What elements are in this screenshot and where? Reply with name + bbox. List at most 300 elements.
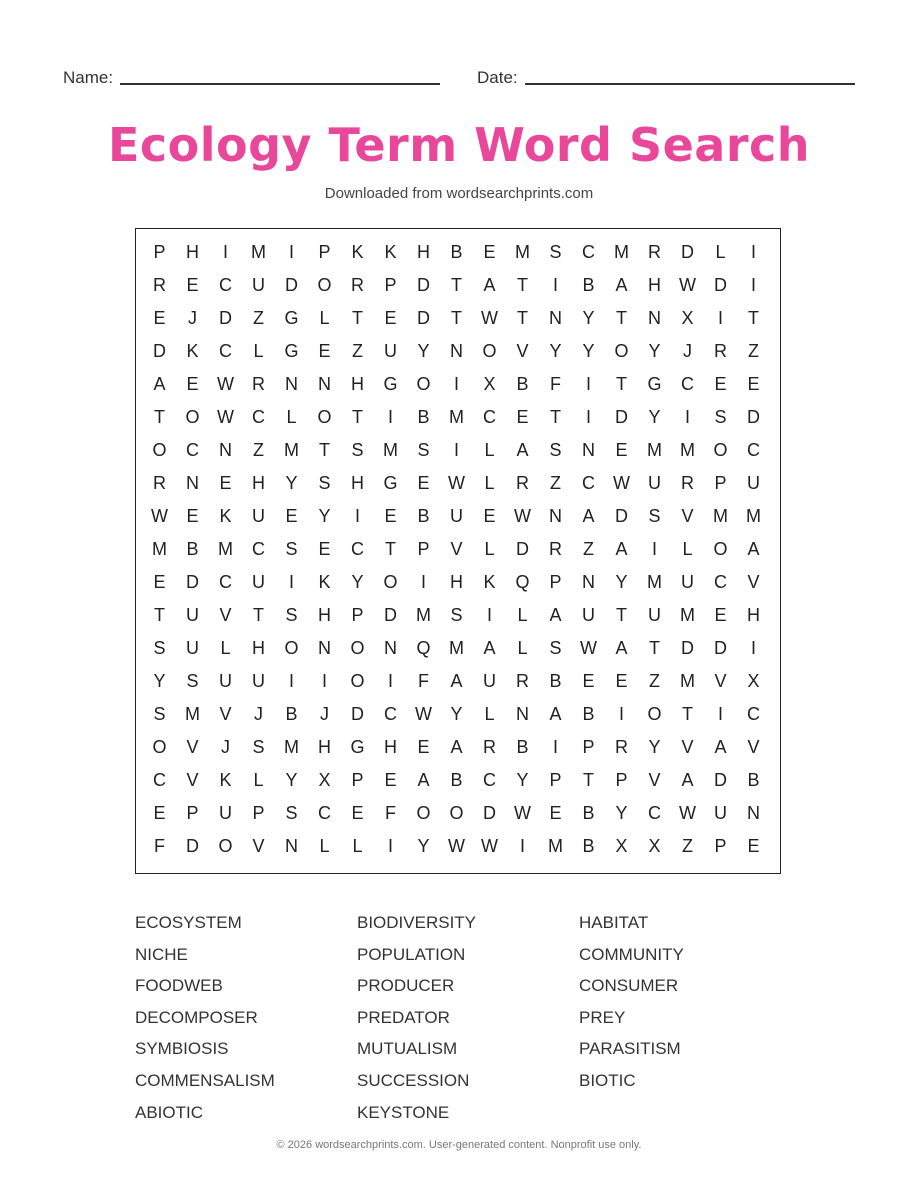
grid-letter: S xyxy=(648,506,661,526)
grid-letter: P xyxy=(186,803,199,823)
grid-letter: M xyxy=(449,407,464,427)
grid-letter: I xyxy=(453,374,459,394)
word-list-item: DECOMPOSER xyxy=(135,1007,258,1027)
grid-letter: Y xyxy=(285,770,298,790)
grid-letter: E xyxy=(384,308,397,328)
grid-letter: A xyxy=(516,440,529,460)
word-list-item: COMMENSALISM xyxy=(135,1070,275,1090)
grid-letter: Z xyxy=(253,308,264,328)
grid-letter: Z xyxy=(748,341,759,361)
grid-letter: B xyxy=(747,770,760,790)
name-date-header xyxy=(63,66,855,90)
grid-letter: A xyxy=(615,275,628,295)
grid-letter: C xyxy=(219,275,232,295)
grid-letter: P xyxy=(318,242,331,262)
grid-letter: P xyxy=(252,803,265,823)
grid-letter: L xyxy=(253,770,264,790)
grid-letter: E xyxy=(318,539,331,559)
grid-letter: P xyxy=(714,473,727,493)
grid-letter: W xyxy=(448,473,465,493)
grid-letter: S xyxy=(252,737,265,757)
grid-letter: B xyxy=(186,539,199,559)
grid-letter: R xyxy=(351,275,364,295)
grid-letter: C xyxy=(483,407,496,427)
grid-letter: V xyxy=(219,605,232,625)
grid-letter: O xyxy=(713,539,728,559)
grid-letter: E xyxy=(285,506,298,526)
grid-letter: O xyxy=(284,638,299,658)
grid-letter: D xyxy=(516,539,529,559)
word-list-item: PREDATOR xyxy=(357,1007,450,1027)
grid-letter: E xyxy=(747,374,760,394)
grid-letter: G xyxy=(284,308,299,328)
grid-letter: I xyxy=(651,539,657,559)
grid-letter: W xyxy=(679,803,696,823)
grid-letter: W xyxy=(217,407,234,427)
grid-letter: J xyxy=(254,704,263,724)
grid-letter: K xyxy=(384,242,397,262)
grid-letter: J xyxy=(683,341,692,361)
grid-letter: D xyxy=(483,803,496,823)
grid-letter: L xyxy=(715,242,726,262)
grid-letter: U xyxy=(219,671,232,691)
date-field-line xyxy=(525,83,855,85)
word-list-item: KEYSTONE xyxy=(357,1102,450,1122)
grid-letter: N xyxy=(186,473,199,493)
grid-letter: E xyxy=(582,671,595,691)
grid-letter: A xyxy=(483,275,496,295)
grid-letter: H xyxy=(318,605,331,625)
grid-letter: D xyxy=(681,242,694,262)
grid-letter: I xyxy=(288,572,294,592)
grid-letter: M xyxy=(449,638,464,658)
grid-letter: L xyxy=(484,704,495,724)
grid-letter: B xyxy=(582,275,595,295)
grid-letter: D xyxy=(417,275,430,295)
grid-letter: F xyxy=(418,671,429,691)
grid-letter: R xyxy=(516,473,529,493)
grid-letter: R xyxy=(549,539,562,559)
word-list-item: PRODUCER xyxy=(357,976,455,996)
grid-letter: I xyxy=(387,407,393,427)
grid-letter: O xyxy=(647,704,662,724)
grid-letter: Y xyxy=(615,803,628,823)
grid-letter: T xyxy=(616,605,627,625)
grid-letter: D xyxy=(681,638,694,658)
grid-letter: Y xyxy=(516,770,529,790)
word-list-item: BIOTIC xyxy=(579,1070,636,1090)
grid-letter: P xyxy=(417,539,430,559)
grid-letter: O xyxy=(317,407,332,427)
grid-letter: U xyxy=(186,638,199,658)
grid-letter: H xyxy=(318,737,331,757)
grid-letter: O xyxy=(350,671,365,691)
grid-letter: C xyxy=(252,539,265,559)
grid-letter: O xyxy=(614,341,629,361)
grid-letter: B xyxy=(582,803,595,823)
grid-letter: J xyxy=(188,308,197,328)
grid-letter: A xyxy=(582,506,595,526)
grid-letter: P xyxy=(582,737,595,757)
grid-letter: N xyxy=(384,638,397,658)
grid-letter: O xyxy=(152,737,167,757)
grid-letter: L xyxy=(319,836,330,856)
grid-letter: I xyxy=(717,308,723,328)
grid-letter: G xyxy=(647,374,662,394)
grid-letter: A xyxy=(615,539,628,559)
grid-letter: Y xyxy=(648,407,661,427)
grid-letter: A xyxy=(549,704,562,724)
grid-letter: C xyxy=(582,242,595,262)
grid-letter: T xyxy=(253,605,264,625)
grid-letter: A xyxy=(417,770,430,790)
grid-letter: M xyxy=(680,671,695,691)
grid-letter: D xyxy=(219,308,232,328)
grid-letter: A xyxy=(615,638,628,658)
grid-letter: S xyxy=(285,605,298,625)
grid-letter: I xyxy=(552,275,558,295)
grid-letter: C xyxy=(648,803,661,823)
grid-letter: V xyxy=(681,737,694,757)
grid-letter: E xyxy=(384,506,397,526)
grid-letter: B xyxy=(450,770,463,790)
grid-letter: M xyxy=(251,242,266,262)
grid-letter: I xyxy=(288,242,294,262)
grid-letter: W xyxy=(613,473,630,493)
grid-letter: D xyxy=(714,638,727,658)
grid-letter: A xyxy=(153,374,166,394)
page-subtitle: Downloaded from wordsearchprints.com xyxy=(324,185,594,202)
grid-letter: N xyxy=(285,374,298,394)
grid-letter: V xyxy=(714,671,727,691)
grid-letter: V xyxy=(252,836,265,856)
grid-letter: E xyxy=(153,572,166,592)
grid-letter: F xyxy=(154,836,165,856)
grid-letter: I xyxy=(750,638,756,658)
grid-letter: R xyxy=(648,242,661,262)
grid-letter: T xyxy=(550,407,561,427)
grid-letter: L xyxy=(253,341,264,361)
grid-letter: Z xyxy=(649,671,660,691)
grid-letter: H xyxy=(252,638,265,658)
grid-letter: X xyxy=(681,308,694,328)
grid-letter: P xyxy=(384,275,397,295)
grid-letter: B xyxy=(417,506,430,526)
grid-letter: H xyxy=(747,605,760,625)
grid-letter: N xyxy=(285,836,298,856)
grid-letter: T xyxy=(649,638,660,658)
grid-letter: V xyxy=(186,770,199,790)
grid-letter: N xyxy=(549,308,562,328)
grid-letter: T xyxy=(154,407,165,427)
name-label: Name: xyxy=(63,68,114,87)
grid-letter: A xyxy=(681,770,694,790)
grid-letter: U xyxy=(582,605,595,625)
grid-letter: I xyxy=(519,836,525,856)
grid-letter: O xyxy=(416,803,431,823)
grid-letter: E xyxy=(219,473,232,493)
word-list-item: SUCCESSION xyxy=(357,1070,470,1090)
grid-letter: C xyxy=(714,572,727,592)
grid-letter: P xyxy=(615,770,628,790)
grid-letter: O xyxy=(416,374,431,394)
grid-letter: Y xyxy=(648,341,661,361)
grid-letter: W xyxy=(415,704,432,724)
grid-letter: E xyxy=(417,737,430,757)
grid-letter: S xyxy=(186,671,199,691)
grid-letter: X xyxy=(483,374,496,394)
grid-letter: G xyxy=(350,737,365,757)
grid-letter: T xyxy=(583,770,594,790)
grid-letter: B xyxy=(417,407,430,427)
grid-letter: L xyxy=(682,539,693,559)
grid-letter: M xyxy=(647,440,662,460)
grid-letter: M xyxy=(218,539,233,559)
grid-letter: W xyxy=(679,275,696,295)
grid-letter: E xyxy=(417,473,430,493)
grid-letter: B xyxy=(582,836,595,856)
grid-letter: T xyxy=(517,275,528,295)
grid-letter: C xyxy=(582,473,595,493)
grid-letter: S xyxy=(318,473,331,493)
grid-letter: C xyxy=(153,770,166,790)
word-list-item: ABIOTIC xyxy=(135,1102,204,1122)
grid-letter: F xyxy=(385,803,396,823)
grid-letter: V xyxy=(219,704,232,724)
grid-letter: T xyxy=(385,539,396,559)
grid-letter: U xyxy=(450,506,463,526)
grid-letter: I xyxy=(354,506,360,526)
grid-letter: C xyxy=(351,539,364,559)
grid-letter: H xyxy=(186,242,199,262)
grid-letter: P xyxy=(351,605,364,625)
grid-letter: Y xyxy=(153,671,166,691)
grid-letter: Z xyxy=(682,836,693,856)
grid-letter: L xyxy=(484,473,495,493)
grid-letter: T xyxy=(154,605,165,625)
grid-letter: Z xyxy=(352,341,363,361)
grid-letter: L xyxy=(220,638,231,658)
grid-letter: A xyxy=(714,737,727,757)
grid-letter: U xyxy=(648,605,661,625)
grid-letter: X xyxy=(615,836,628,856)
grid-letter: U xyxy=(252,275,265,295)
grid-letter: C xyxy=(483,770,496,790)
grid-letter: E xyxy=(516,407,529,427)
grid-letter: C xyxy=(384,704,397,724)
grid-letter: L xyxy=(484,440,495,460)
grid-letter: M xyxy=(515,242,530,262)
name-field-line xyxy=(120,83,440,85)
footer-note: © 2026 wordsearchprints.com. User-generated content. Nonprofit use only. xyxy=(276,1139,642,1151)
word-list-item: NICHE xyxy=(135,944,188,964)
grid-letter: A xyxy=(549,605,562,625)
grid-letter: R xyxy=(615,737,628,757)
grid-letter: Y xyxy=(648,737,661,757)
grid-letter: H xyxy=(417,242,430,262)
grid-letter: Z xyxy=(583,539,594,559)
grid-letter: Y xyxy=(318,506,331,526)
grid-letter: A xyxy=(450,737,463,757)
grid-letter: B xyxy=(549,671,562,691)
grid-letter: I xyxy=(717,704,723,724)
grid-letter: Y xyxy=(582,341,595,361)
grid-letter: R xyxy=(516,671,529,691)
grid-letter: O xyxy=(383,572,398,592)
grid-letter: P xyxy=(549,770,562,790)
grid-letter: D xyxy=(714,770,727,790)
grid-letter: T xyxy=(451,275,462,295)
grid-letter: E xyxy=(747,836,760,856)
grid-letter: K xyxy=(351,242,364,262)
grid-letter: Y xyxy=(351,572,364,592)
grid-letter: S xyxy=(285,803,298,823)
grid-letter: T xyxy=(319,440,330,460)
grid-letter: G xyxy=(383,374,398,394)
grid-letter: R xyxy=(153,275,166,295)
grid-letter: W xyxy=(151,506,168,526)
grid-letter: O xyxy=(218,836,233,856)
grid-letter: I xyxy=(387,836,393,856)
grid-letter: H xyxy=(351,374,364,394)
grid-letter: V xyxy=(186,737,199,757)
grid-letter: D xyxy=(186,836,199,856)
grid-letter: H xyxy=(252,473,265,493)
grid-letter: G xyxy=(284,341,299,361)
grid-letter: E xyxy=(186,506,199,526)
grid-letter: B xyxy=(285,704,298,724)
grid-letter: F xyxy=(550,374,561,394)
grid-letter: L xyxy=(517,605,528,625)
grid-letter: N xyxy=(516,704,529,724)
grid-letter: W xyxy=(481,836,498,856)
grid-letter: S xyxy=(153,704,166,724)
grid-letter: R xyxy=(252,374,265,394)
grid-letter: N xyxy=(582,572,595,592)
grid-letter: D xyxy=(351,704,364,724)
grid-letter: R xyxy=(483,737,496,757)
grid-letter: L xyxy=(484,539,495,559)
grid-letter: V xyxy=(450,539,463,559)
grid-letter: C xyxy=(186,440,199,460)
grid-letter: O xyxy=(713,440,728,460)
grid-letter: I xyxy=(222,242,228,262)
grid-letter: L xyxy=(352,836,363,856)
grid-letter: E xyxy=(615,440,628,460)
grid-letter: D xyxy=(747,407,760,427)
grid-letter: R xyxy=(153,473,166,493)
grid-letter: T xyxy=(616,308,627,328)
grid-letter: J xyxy=(221,737,230,757)
grid-letter: S xyxy=(549,242,562,262)
grid-letter: D xyxy=(615,506,628,526)
grid-letter: P xyxy=(714,836,727,856)
puzzle-grid-frame xyxy=(135,228,781,874)
grid-letter: L xyxy=(517,638,528,658)
grid-letter: A xyxy=(450,671,463,691)
grid-letter: R xyxy=(714,341,727,361)
grid-letter: T xyxy=(451,308,462,328)
letter-grid xyxy=(143,236,770,863)
grid-letter: Q xyxy=(515,572,530,592)
grid-letter: P xyxy=(549,572,562,592)
grid-letter: S xyxy=(549,638,562,658)
grid-letter: I xyxy=(288,671,294,691)
grid-letter: I xyxy=(321,671,327,691)
grid-letter: Y xyxy=(417,341,430,361)
grid-letter: O xyxy=(185,407,200,427)
grid-letter: M xyxy=(152,539,167,559)
grid-letter: E xyxy=(483,506,496,526)
grid-letter: E xyxy=(714,374,727,394)
grid-letter: W xyxy=(448,836,465,856)
grid-letter: W xyxy=(514,803,531,823)
grid-letter: N xyxy=(582,440,595,460)
grid-letter: S xyxy=(351,440,364,460)
grid-letter: D xyxy=(615,407,628,427)
grid-letter: M xyxy=(614,242,629,262)
grid-letter: P xyxy=(351,770,364,790)
grid-letter: X xyxy=(747,671,760,691)
grid-letter: B xyxy=(516,737,529,757)
word-list xyxy=(135,907,795,1128)
grid-letter: K xyxy=(318,572,331,592)
word-list-item: MUTUALISM xyxy=(357,1039,458,1059)
grid-letter: C xyxy=(252,407,265,427)
grid-letter: I xyxy=(486,605,492,625)
word-list-item: FOODWEB xyxy=(135,976,223,996)
grid-letter: V xyxy=(516,341,529,361)
word-list-item: CONSUMER xyxy=(579,976,679,996)
grid-letter: C xyxy=(219,572,232,592)
page-title: Ecology Term Word Search xyxy=(107,118,811,172)
grid-letter: E xyxy=(186,374,199,394)
grid-letter: S xyxy=(417,440,430,460)
grid-letter: V xyxy=(747,572,760,592)
grid-letter: I xyxy=(552,737,558,757)
grid-letter: T xyxy=(748,308,759,328)
grid-letter: L xyxy=(319,308,330,328)
grid-letter: U xyxy=(681,572,694,592)
grid-letter: O xyxy=(449,803,464,823)
grid-letter: A xyxy=(747,539,760,559)
grid-letter: G xyxy=(383,473,398,493)
grid-letter: W xyxy=(217,374,234,394)
grid-letter: U xyxy=(483,671,496,691)
grid-letter: Z xyxy=(253,440,264,460)
grid-letter: V xyxy=(681,506,694,526)
grid-letter: U xyxy=(252,506,265,526)
grid-letter: U xyxy=(384,341,397,361)
grid-letter: M xyxy=(416,605,431,625)
grid-letter: M xyxy=(746,506,761,526)
grid-letter: I xyxy=(585,407,591,427)
grid-letter: E xyxy=(351,803,364,823)
word-list-item: ECOSYSTEM xyxy=(135,913,242,932)
grid-letter: D xyxy=(186,572,199,592)
grid-letter: N xyxy=(549,506,562,526)
grid-letter: D xyxy=(417,308,430,328)
grid-letter: E xyxy=(318,341,331,361)
grid-letter: Q xyxy=(416,638,431,658)
grid-letter: V xyxy=(747,737,760,757)
grid-letter: T xyxy=(517,308,528,328)
grid-letter: N xyxy=(318,638,331,658)
grid-letter: I xyxy=(387,671,393,691)
grid-letter: S xyxy=(285,539,298,559)
grid-letter: E xyxy=(483,242,496,262)
grid-letter: H xyxy=(351,473,364,493)
